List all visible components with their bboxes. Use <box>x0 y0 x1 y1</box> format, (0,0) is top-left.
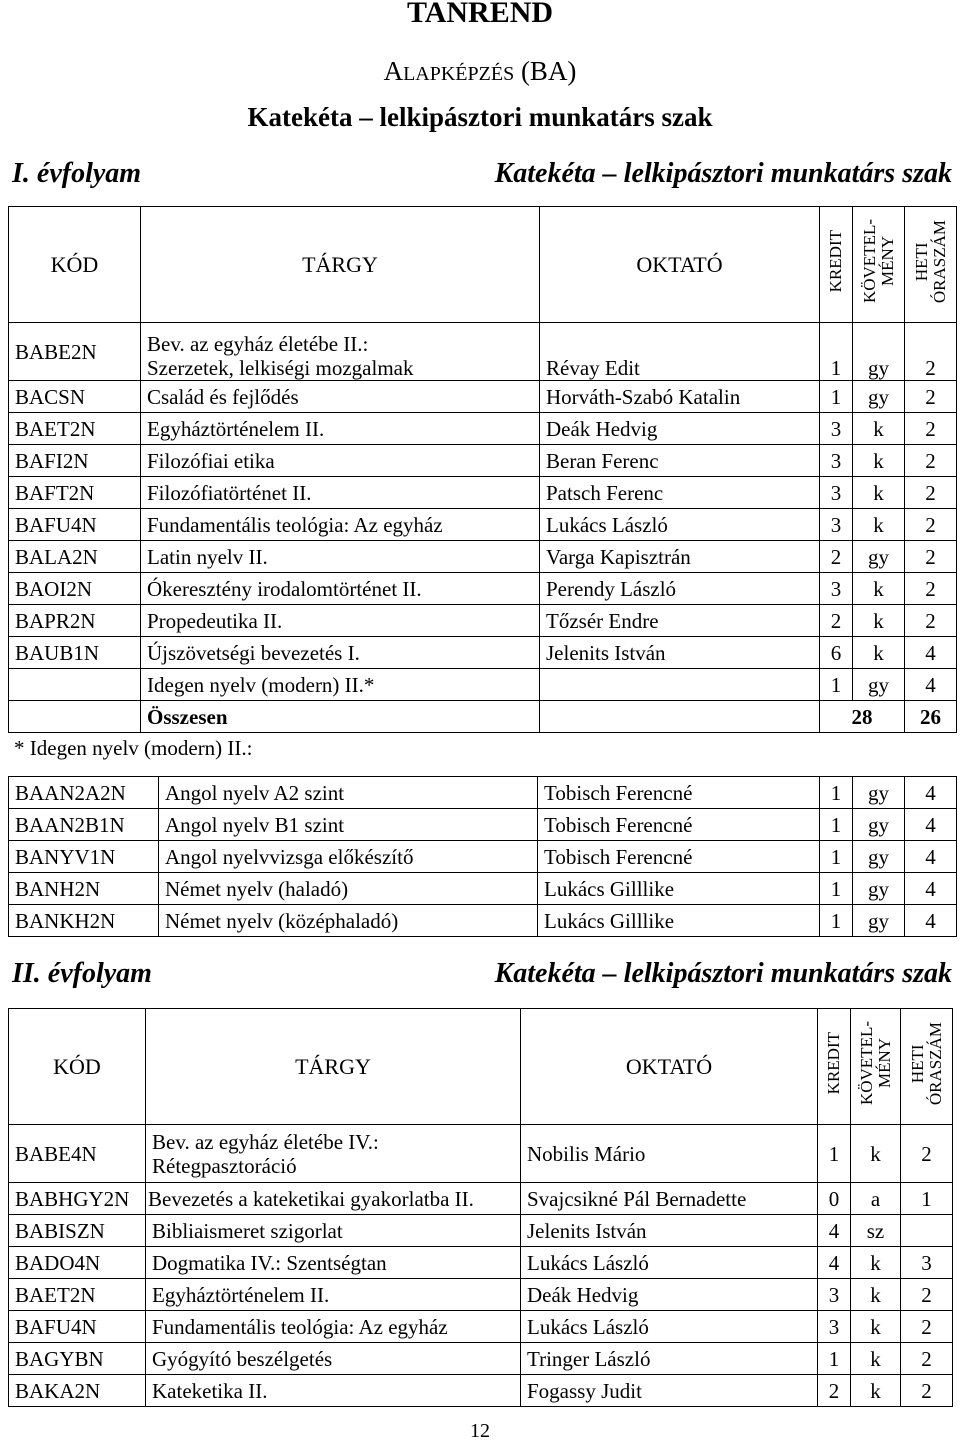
row-code: BAFI2N <box>9 445 141 477</box>
row-hours: 4 <box>905 669 957 701</box>
col-teacher: OKTATÓ <box>540 207 820 323</box>
row-teacher: Tringer László <box>521 1343 818 1375</box>
row-requirement: k <box>851 1247 901 1279</box>
table-row <box>9 777 957 809</box>
row-hours: 2 <box>905 323 957 381</box>
row-hours: 4 <box>905 777 957 809</box>
row-teacher: Jelenits István <box>521 1215 818 1247</box>
year2-program: Katekéta – lelkipásztori munkatárs szak <box>494 958 952 989</box>
row-teacher: Deák Hedvig <box>521 1279 818 1311</box>
row-subject: Bibliaismeret szigorlat <box>146 1215 521 1247</box>
row-code: BANKH2N <box>9 905 159 937</box>
total-credit: 28 <box>820 701 905 733</box>
table-row <box>9 873 957 905</box>
row-teacher <box>540 669 820 701</box>
row-code: BANH2N <box>9 873 159 905</box>
table-row <box>9 637 957 669</box>
row-hours: 2 <box>905 573 957 605</box>
row-credit: 3 <box>818 1279 851 1311</box>
row-requirement: gy <box>853 905 905 937</box>
table-row <box>9 1125 953 1183</box>
row-hours: 2 <box>905 509 957 541</box>
row-requirement: sz <box>851 1215 901 1247</box>
row-credit: 1 <box>820 323 853 381</box>
table-row <box>9 573 957 605</box>
row-requirement: gy <box>853 381 905 413</box>
row-code: BADO4N <box>9 1247 146 1279</box>
level-suffix: (BA) <box>520 56 577 86</box>
row-teacher: Deák Hedvig <box>540 413 820 445</box>
table-row <box>9 509 957 541</box>
table-row <box>9 1279 953 1311</box>
row-code <box>9 669 141 701</box>
row-code: BAGYBN <box>9 1343 146 1375</box>
row-credit: 4 <box>818 1215 851 1247</box>
row-credit: 1 <box>820 381 853 413</box>
table-row <box>9 381 957 413</box>
row-subject: Idegen nyelv (modern) II.* <box>141 669 540 701</box>
row-requirement: k <box>851 1343 901 1375</box>
year1-header-row <box>9 207 957 323</box>
row-code: BAOI2N <box>9 573 141 605</box>
row-hours: 1 <box>901 1183 953 1215</box>
col-code: KÓD <box>9 207 141 323</box>
row-subject: Bevezetés a kateketikai gyakorlatba II. <box>146 1183 521 1215</box>
row-credit: 2 <box>820 605 853 637</box>
row-subject: Család és fejlődés <box>141 381 540 413</box>
row-subject: Ókeresztény irodalomtörténet II. <box>141 573 540 605</box>
row-credit: 3 <box>820 413 853 445</box>
col-credit: KREDIT <box>818 1009 851 1125</box>
row-subject: Újszövetségi bevezetés I. <box>141 637 540 669</box>
row-code: BABE2N <box>9 323 141 381</box>
row-code: BAUB1N <box>9 637 141 669</box>
col-teacher: OKTATÓ <box>521 1009 818 1125</box>
table-row <box>9 1215 953 1247</box>
row-subject: Angol nyelv A2 szint <box>159 777 538 809</box>
row-teacher: Patsch Ferenc <box>540 477 820 509</box>
col-code: KÓD <box>9 1009 146 1125</box>
row-subject: Fundamentális teológia: Az egyház <box>141 509 540 541</box>
row-hours: 2 <box>905 413 957 445</box>
row-subject: Gyógyító beszélgetés <box>146 1343 521 1375</box>
row-requirement: k <box>853 477 905 509</box>
row-hours: 4 <box>905 873 957 905</box>
row-hours: 2 <box>901 1125 953 1183</box>
row-requirement: k <box>853 573 905 605</box>
col-requirement: KÖVETEL- MÉNY <box>853 207 905 323</box>
row-teacher: Horváth-Szabó Katalin <box>540 381 820 413</box>
row-requirement: k <box>853 605 905 637</box>
row-hours: 4 <box>905 637 957 669</box>
row-hours: 2 <box>905 541 957 573</box>
language-table <box>8 776 957 937</box>
level-initial: A <box>383 56 404 86</box>
table-row <box>9 477 957 509</box>
row-hours: 2 <box>901 1311 953 1343</box>
table-row <box>9 669 957 701</box>
row-requirement: a <box>851 1183 901 1215</box>
row-subject: Fundamentális teológia: Az egyház <box>146 1311 521 1343</box>
row-requirement: k <box>853 509 905 541</box>
row-teacher: Tobisch Ferencné <box>538 777 820 809</box>
row-credit: 6 <box>820 637 853 669</box>
row-code: BABISZN <box>9 1215 146 1247</box>
row-requirement: gy <box>853 777 905 809</box>
row-teacher: Révay Edit <box>540 323 820 381</box>
row-subject: Kateketika II. <box>146 1375 521 1407</box>
row-code: BABE4N <box>9 1125 146 1183</box>
row-hours: 4 <box>905 841 957 873</box>
table-row <box>9 905 957 937</box>
row-hours: 2 <box>901 1279 953 1311</box>
table-row <box>9 1375 953 1407</box>
row-credit: 1 <box>820 669 853 701</box>
level-heading <box>0 56 960 87</box>
row-hours: 3 <box>901 1247 953 1279</box>
year1-program: Katekéta – lelkipásztori munkatárs szak <box>494 158 952 189</box>
row-subject: Angol nyelv B1 szint <box>159 809 538 841</box>
row-credit: 1 <box>820 809 853 841</box>
row-teacher: Jelenits István <box>540 637 820 669</box>
year2-table <box>8 1008 953 1407</box>
table-row <box>9 445 957 477</box>
row-requirement: gy <box>853 841 905 873</box>
col-hours: HETI ÓRASZÁM <box>901 1009 953 1125</box>
col-hours: HETI ÓRASZÁM <box>905 207 957 323</box>
row-subject: Angol nyelvvizsga előkészítő <box>159 841 538 873</box>
row-credit: 3 <box>820 477 853 509</box>
col-requirement: KÖVETEL- MÉNY <box>851 1009 901 1125</box>
row-teacher: Lukács László <box>521 1247 818 1279</box>
row-teacher: Lukács László <box>540 509 820 541</box>
page-title: TANREND <box>406 0 554 29</box>
row-hours <box>901 1215 953 1247</box>
row-code: BANYV1N <box>9 841 159 873</box>
table-row <box>9 541 957 573</box>
row-requirement: gy <box>853 541 905 573</box>
total-row <box>9 701 957 733</box>
row-code: BAKA2N <box>9 1375 146 1407</box>
row-requirement: gy <box>853 873 905 905</box>
row-credit: 0 <box>818 1183 851 1215</box>
row-credit: 2 <box>820 541 853 573</box>
row-hours: 2 <box>905 605 957 637</box>
row-subject: Latin nyelv II. <box>141 541 540 573</box>
row-credit: 4 <box>818 1247 851 1279</box>
row-requirement: k <box>851 1125 901 1183</box>
table-row <box>9 413 957 445</box>
row-requirement: gy <box>853 669 905 701</box>
year1-table <box>8 206 957 733</box>
table-row <box>9 1343 953 1375</box>
row-requirement: k <box>853 413 905 445</box>
row-teacher: Svajcsikné Pál Bernadette <box>521 1183 818 1215</box>
row-credit: 3 <box>818 1311 851 1343</box>
table-row <box>9 1183 953 1215</box>
row-credit: 1 <box>818 1125 851 1183</box>
row-subject: Német nyelv (középhaladó) <box>159 905 538 937</box>
table-row <box>9 1247 953 1279</box>
row-credit: 1 <box>820 777 853 809</box>
row-teacher: Beran Ferenc <box>540 445 820 477</box>
row-code: BAFT2N <box>9 477 141 509</box>
row-credit: 3 <box>820 509 853 541</box>
row-teacher: Tőzsér Endre <box>540 605 820 637</box>
row-hours: 2 <box>901 1343 953 1375</box>
total-label: Összesen <box>141 701 540 733</box>
row-teacher: Lukács Gilllike <box>538 905 820 937</box>
row-requirement: k <box>851 1311 901 1343</box>
row-code: BALA2N <box>9 541 141 573</box>
row-teacher: Nobilis Mário <box>521 1125 818 1183</box>
row-hours: 2 <box>901 1375 953 1407</box>
row-subject: Egyháztörténelem II. <box>141 413 540 445</box>
table-row <box>9 1311 953 1343</box>
row-requirement: gy <box>853 809 905 841</box>
table-row <box>9 809 957 841</box>
row-hours: 2 <box>905 381 957 413</box>
row-subject: Dogmatika IV.: Szentségtan <box>146 1247 521 1279</box>
row-hours: 2 <box>905 445 957 477</box>
row-credit: 3 <box>820 445 853 477</box>
row-hours: 4 <box>905 905 957 937</box>
row-teacher: Varga Kapisztrán <box>540 541 820 573</box>
row-credit: 1 <box>820 905 853 937</box>
page-number: 12 <box>470 1420 490 1442</box>
row-code: BAAN2B1N <box>9 809 159 841</box>
row-requirement: k <box>851 1375 901 1407</box>
row-subject: Bev. az egyház életébe IV.: Rétegpasztoráció <box>146 1125 521 1183</box>
row-hours: 2 <box>905 477 957 509</box>
row-subject: Filozófiatörténet II. <box>141 477 540 509</box>
row-credit: 2 <box>818 1375 851 1407</box>
row-credit: 3 <box>820 573 853 605</box>
program-title: Katekéta – lelkipásztori munkatárs szak <box>247 102 713 132</box>
row-code: BAFU4N <box>9 509 141 541</box>
table-row <box>9 605 957 637</box>
row-code: BAAN2A2N <box>9 777 159 809</box>
row-code: BACSN <box>9 381 141 413</box>
row-credit: 1 <box>820 841 853 873</box>
col-subject: TÁRGY <box>146 1009 521 1125</box>
row-requirement: gy <box>853 323 905 381</box>
row-teacher: Fogassy Judit <box>521 1375 818 1407</box>
row-code: BAFU4N <box>9 1311 146 1343</box>
row-teacher: Lukács Gilllike <box>538 873 820 905</box>
row-teacher: Tobisch Ferencné <box>538 809 820 841</box>
row-credit: 1 <box>818 1343 851 1375</box>
row-teacher: Tobisch Ferencné <box>538 841 820 873</box>
row-teacher: Perendy László <box>540 573 820 605</box>
row-code: BAPR2N <box>9 605 141 637</box>
total-hours: 26 <box>905 701 957 733</box>
row-subject: Német nyelv (haladó) <box>159 873 538 905</box>
row-code: BAET2N <box>9 413 141 445</box>
row-requirement: k <box>853 637 905 669</box>
row-subject: Egyháztörténelem II. <box>146 1279 521 1311</box>
row-code: BABHGY2N <box>9 1183 146 1215</box>
row-subject: Filozófiai etika <box>141 445 540 477</box>
year1-label: I. évfolyam <box>12 158 142 189</box>
col-subject: TÁRGY <box>141 207 540 323</box>
table-row <box>9 323 957 381</box>
row-subject: Propedeutika II. <box>141 605 540 637</box>
row-code: BAET2N <box>9 1279 146 1311</box>
row-credit: 1 <box>820 873 853 905</box>
row-hours: 4 <box>905 809 957 841</box>
year2-header-row <box>9 1009 953 1125</box>
year2-heading <box>12 958 952 990</box>
level-rest: LAPKÉPZÉS <box>403 63 515 85</box>
row-teacher: Lukács László <box>521 1311 818 1343</box>
row-requirement: k <box>853 445 905 477</box>
year1-heading <box>12 158 952 190</box>
year2-label: II. évfolyam <box>12 958 152 989</box>
table-row <box>9 841 957 873</box>
col-credit: KREDIT <box>820 207 853 323</box>
language-note: * Idegen nyelv (modern) II.: <box>14 736 253 760</box>
row-requirement: k <box>851 1279 901 1311</box>
row-subject: Bev. az egyház életébe II.: Szerzetek, lelkiségi mozgalmak <box>141 323 540 381</box>
